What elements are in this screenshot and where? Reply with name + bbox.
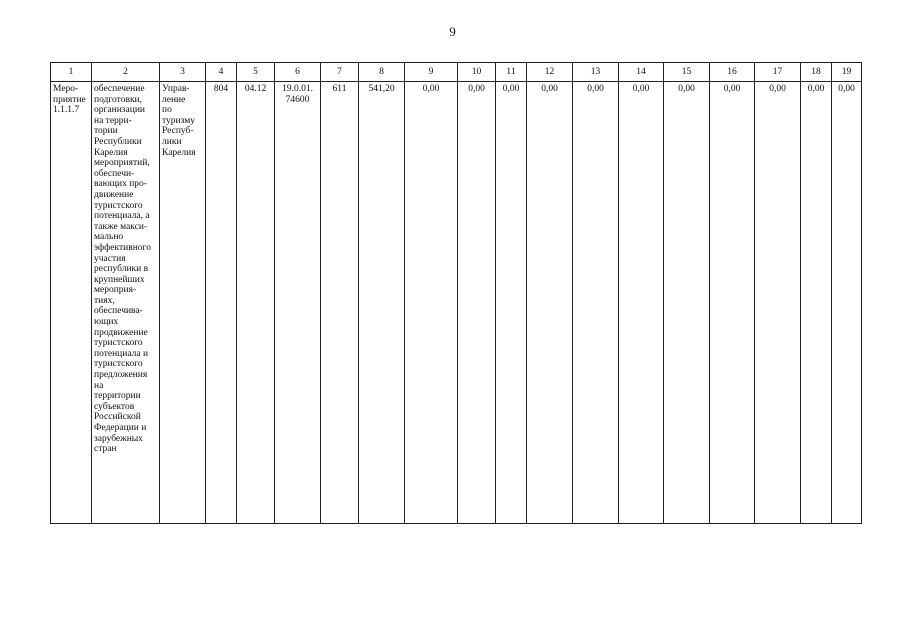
executor-line: ление <box>162 94 186 105</box>
description-line: тории <box>94 126 118 137</box>
description-line: крупнейших <box>94 274 145 285</box>
executor-line: туризму <box>162 115 195 126</box>
executor-cell <box>160 82 206 524</box>
column-header: 17 <box>755 63 801 82</box>
code-line: 74600 <box>285 94 310 105</box>
event-id-cell <box>51 82 92 524</box>
description-line: предложения <box>94 370 148 381</box>
description-line: на <box>94 380 104 391</box>
table-row <box>51 82 862 524</box>
column-header: 10 <box>458 63 496 82</box>
description-line: зарубежных <box>94 433 143 444</box>
description-line: Федерации и <box>94 423 147 433</box>
page-number: 9 <box>449 24 456 39</box>
value-cell-15: 0,00 <box>664 82 710 524</box>
executor-line: по <box>162 105 172 116</box>
event-id-line: приятие <box>53 94 86 105</box>
value-cell-6 <box>275 82 321 524</box>
value-cell-17: 0,00 <box>755 82 801 524</box>
event-id-line: 1.1.1.7 <box>53 105 80 116</box>
description-line: субъектов <box>94 401 135 412</box>
column-header: 19 <box>832 63 862 82</box>
value-cell-16: 0,00 <box>710 82 755 524</box>
description-line: на терри- <box>94 115 132 126</box>
column-header: 14 <box>619 63 664 82</box>
executor-line: Карелия <box>162 147 196 158</box>
column-header: 6 <box>275 63 321 82</box>
description-line: организации <box>94 105 146 116</box>
column-header: 4 <box>206 63 237 82</box>
value-cell-8: 541,20 <box>359 82 405 524</box>
description-line: потенциала, а <box>94 211 150 222</box>
description-line: потенциала и <box>94 348 149 359</box>
description-line: Республики <box>94 136 142 147</box>
description-line: обеспечение <box>94 84 145 94</box>
column-header: 1 <box>51 63 92 82</box>
column-header: 12 <box>527 63 573 82</box>
description-line: эффективного <box>94 242 151 253</box>
column-header: 11 <box>496 63 527 82</box>
value-cell-14: 0,00 <box>619 82 664 524</box>
column-header: 2 <box>92 63 160 82</box>
value-cell-19: 0,00 <box>832 82 862 524</box>
description-line: обеспечива- <box>94 306 143 317</box>
description-line: мально <box>94 232 124 243</box>
column-header: 13 <box>573 63 619 82</box>
description-line: стран <box>94 444 117 455</box>
value-cell-18: 0,00 <box>801 82 832 524</box>
executor-line: лики <box>162 136 182 147</box>
value-cell-11: 0,00 <box>496 82 527 524</box>
description-line: подготовки, <box>94 94 143 105</box>
column-header: 15 <box>664 63 710 82</box>
column-header: 3 <box>160 63 206 82</box>
description-line: вающих про- <box>94 179 147 190</box>
description-line: туристского <box>94 359 143 370</box>
executor-line: Респуб- <box>162 126 194 137</box>
description-line: Карелия <box>94 147 128 158</box>
code-line: 19.0.01. <box>282 84 313 94</box>
description-line: обеспечи- <box>94 168 135 179</box>
executor-line: Управ- <box>162 84 190 94</box>
column-header: 8 <box>359 63 405 82</box>
description-line: тиях, <box>94 295 115 306</box>
value-cell-4: 804 <box>206 82 237 524</box>
description-line: территории <box>94 391 141 402</box>
header-row <box>51 63 862 82</box>
column-header: 16 <box>710 63 755 82</box>
description-line: мероприятий, <box>94 158 150 169</box>
description-line: участия <box>94 253 126 264</box>
description-line: республики в <box>94 264 149 275</box>
description-line: Российской <box>94 412 141 423</box>
column-header: 7 <box>321 63 359 82</box>
description-line: ющих <box>94 317 119 328</box>
value-cell-7: 611 <box>321 82 359 524</box>
description-line: мероприя- <box>94 285 137 296</box>
event-description-cell <box>92 82 160 524</box>
value-cell-10: 0,00 <box>458 82 496 524</box>
description-line: туристского <box>94 200 143 211</box>
column-header: 18 <box>801 63 832 82</box>
budget-table <box>50 62 862 524</box>
event-id-line: Меро- <box>53 84 79 94</box>
description-line: движение <box>94 189 134 200</box>
column-header: 9 <box>405 63 458 82</box>
description-line: продвижение <box>94 327 148 338</box>
value-cell-12: 0,00 <box>527 82 573 524</box>
description-line: также макси- <box>94 221 148 232</box>
description-line: туристского <box>94 338 143 349</box>
value-cell-9: 0,00 <box>405 82 458 524</box>
column-header: 5 <box>237 63 275 82</box>
value-cell-13: 0,00 <box>573 82 619 524</box>
value-cell-5: 04.12 <box>237 82 275 524</box>
